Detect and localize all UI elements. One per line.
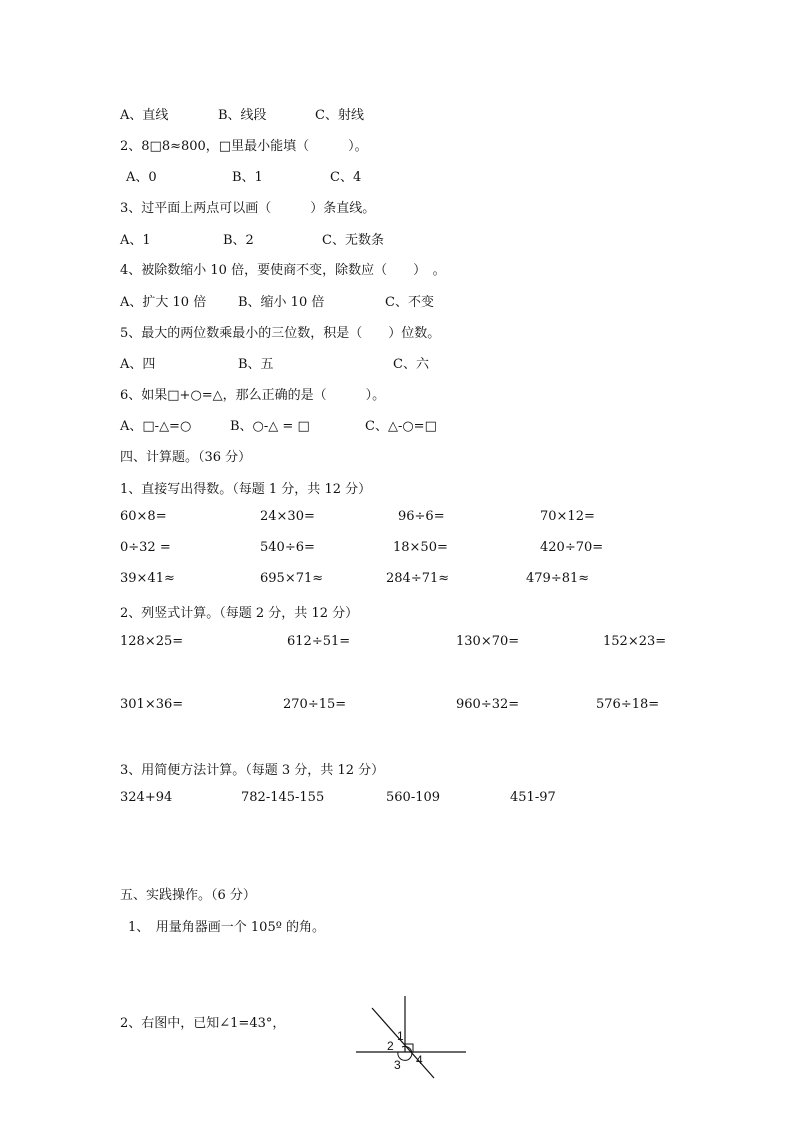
option-a: A、扩大 10 倍	[120, 295, 207, 310]
part-title: 2、列竖式计算。（每题 2 分，共 12 分）	[120, 606, 359, 621]
calc-item: 96÷6=	[398, 509, 445, 524]
calc-item: 576÷18=	[596, 697, 660, 712]
question-text: 1、 用量角器画一个 105º 的角。	[128, 920, 325, 935]
question-text: 2、8□8≈800，□里最小能填（ ）。	[120, 139, 368, 154]
calc-item: 560-109	[386, 790, 441, 805]
calc-item: 130×70=	[456, 634, 520, 649]
calc-item: 540÷6=	[260, 540, 315, 555]
calc-item: 60×8=	[120, 509, 167, 524]
calc-item: 301×36=	[120, 697, 184, 712]
question-text: 4、被除数缩小 10 倍，要使商不变，除数应（ ） 。	[120, 263, 446, 278]
part-title: 1、直接写出得数。（每题 1 分，共 12 分）	[120, 482, 372, 497]
angle-label-2: 2	[387, 1039, 394, 1053]
calc-item: 695×71≈	[260, 571, 324, 586]
option-b: B、○-△ = □	[230, 419, 310, 434]
calc-item: 782-145-155	[241, 790, 325, 805]
angle-label-3: 3	[394, 1058, 401, 1072]
question-text: 2、右图中，已知∠1=43°，	[120, 1016, 286, 1031]
calc-item: 420÷70=	[540, 540, 604, 555]
option-c: C、4	[330, 170, 362, 185]
option-a: A、1	[120, 233, 151, 248]
calc-item: 152×23=	[603, 634, 667, 649]
question-text: 6、如果□+○=△，那么正确的是（ ）。	[120, 388, 386, 403]
oblique-line	[372, 1008, 434, 1078]
angle-label-4: 4	[416, 1053, 423, 1067]
calc-item: 479÷81≈	[526, 571, 590, 586]
calc-item: 324+94	[120, 790, 173, 805]
q1-option-c: C、射线	[315, 108, 364, 123]
calc-item: 612÷51=	[287, 634, 351, 649]
option-c: C、△-○=□	[365, 419, 437, 434]
question-text: 3、过平面上两点可以画（ ）条直线。	[120, 201, 376, 216]
option-a: A、□-△=○	[120, 419, 192, 434]
question-text: 5、最大的两位数乘最小的三位数，积是（ ）位数。	[120, 326, 441, 341]
calc-item: 128×25=	[120, 634, 184, 649]
section-title: 四、计算题。（36 分）	[120, 450, 252, 465]
calc-item: 18×50=	[393, 540, 448, 555]
option-b: B、缩小 10 倍	[238, 295, 325, 310]
calc-item: 284÷71≈	[386, 571, 450, 586]
section-title: 五、实践操作。（6 分）	[120, 888, 256, 903]
q1-option-b: B、线段	[218, 108, 267, 123]
option-a: A、0	[126, 170, 157, 185]
calc-item: 0÷32 =	[120, 540, 171, 555]
calc-item: 70×12=	[540, 509, 595, 524]
calc-item: 451-97	[510, 790, 556, 805]
option-b: B、五	[238, 357, 274, 372]
part-title: 3、用简便方法计算。（每题 3 分，共 12 分）	[120, 763, 385, 778]
option-c: C、不变	[385, 295, 434, 310]
calc-item: 270÷15=	[283, 697, 347, 712]
option-c: C、六	[393, 357, 429, 372]
angle-label-1: 1	[397, 1029, 404, 1043]
calc-item: 39×41≈	[120, 571, 175, 586]
calc-item: 960÷32=	[456, 697, 520, 712]
option-c: C、无数条	[322, 233, 384, 248]
angle-figure	[350, 992, 470, 1082]
option-a: A、四	[120, 357, 156, 372]
option-b: B、2	[223, 233, 254, 248]
q1-option-a: A、直线	[120, 108, 169, 123]
option-b: B、1	[232, 170, 263, 185]
calc-item: 24×30=	[260, 509, 315, 524]
